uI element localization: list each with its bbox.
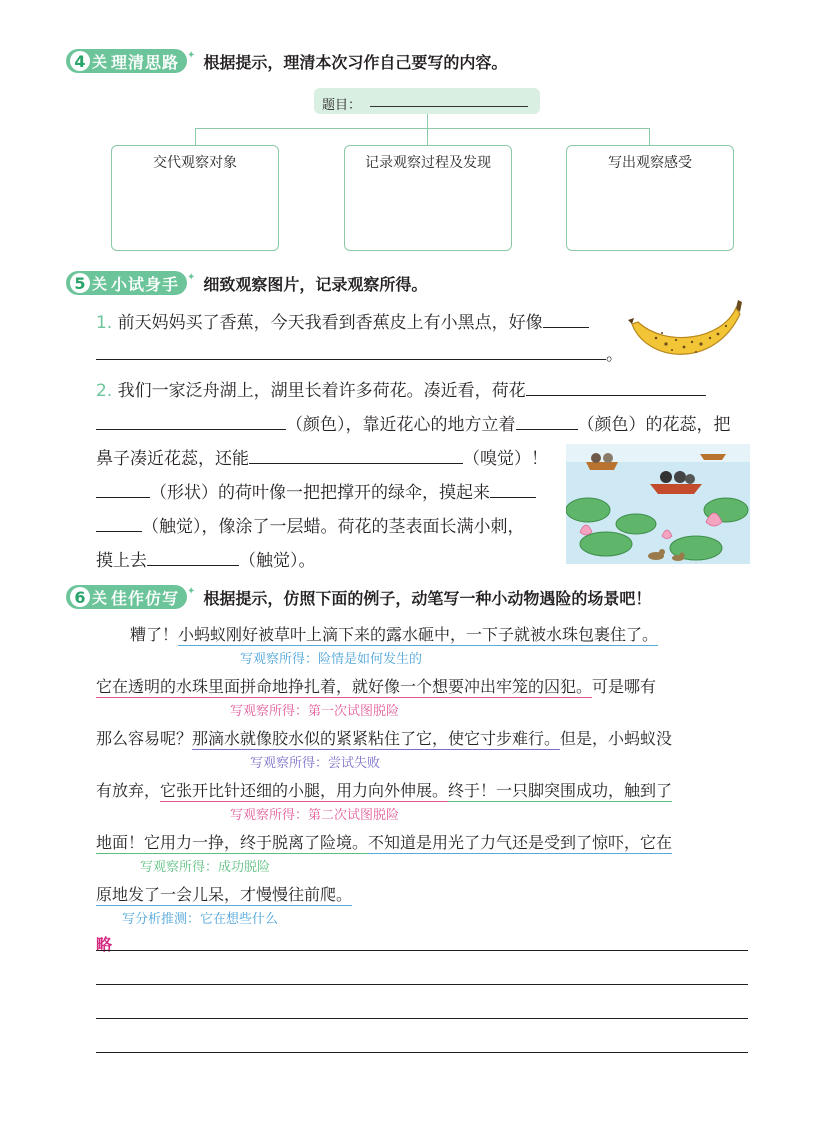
- q1-line2: [96, 340, 623, 365]
- section6-instruction: 根据提示，仿照下面的例子，动笔写一种小动物遇险的场景吧！: [203, 588, 652, 608]
- annotation-green: 写观察所得：成功脱险: [140, 860, 271, 875]
- q2-line6: [96, 546, 316, 571]
- section4-number: 4: [70, 51, 90, 71]
- section4-header: [66, 48, 507, 74]
- writing-line[interactable]: [96, 1018, 748, 1019]
- q2-line1: [96, 376, 706, 401]
- q2-line3: [96, 444, 548, 469]
- section5-title: 小试身手: [111, 274, 180, 294]
- q2-line5: [96, 512, 525, 537]
- model-text: 小蚂蚁刚好被草叶上滴下来的露水砸中，一下子就被水珠包裹住了。: [178, 625, 659, 644]
- writing-line[interactable]: [96, 950, 748, 951]
- section6-badge: [66, 585, 187, 609]
- model-text: 但是，小蚂蚁没: [560, 729, 673, 748]
- q2-blank-2[interactable]: [96, 412, 286, 430]
- q2-number: 2.: [96, 381, 113, 401]
- annotation-pink: 写观察所得：第二次试图脱险: [230, 808, 400, 823]
- sparkle-icon: ✦: [187, 271, 196, 283]
- writing-line[interactable]: [96, 984, 748, 985]
- q2-blank-4[interactable]: [249, 446, 463, 464]
- section5-guan: 关: [92, 274, 108, 293]
- section6-title: 佳作仿写: [111, 588, 180, 608]
- section4-title: 理清思路: [111, 52, 180, 72]
- section6-header: [66, 584, 651, 610]
- section4-instruction: 根据提示，理清本次习作自己要写的内容。: [203, 52, 508, 72]
- section5-number: 5: [70, 273, 90, 293]
- q1-number: 1.: [96, 313, 113, 333]
- box-observe-feeling-label: 写出观察感受: [608, 155, 692, 171]
- q2-text-3b: （嗅觉）！: [463, 449, 548, 469]
- annotation-blue: 写观察所得：险情是如何发生的: [240, 652, 423, 667]
- section5-badge: [66, 271, 187, 295]
- topic-blank[interactable]: [370, 106, 528, 107]
- tree-connector: [427, 114, 428, 128]
- model-text: 可是哪有: [592, 677, 657, 696]
- model-text: 终于！一只脚突围成功，触到了: [448, 781, 673, 800]
- q2-blank-5[interactable]: [96, 480, 150, 498]
- model-text: 地面！它用力一挣，终于脱离了险境。: [96, 833, 369, 852]
- q2-blank-7[interactable]: [96, 514, 142, 532]
- q1-text: 前天妈妈买了香蕉，今天我看到香蕉皮上有小黑点，好像: [117, 313, 543, 333]
- lotus-pond-illustration: [566, 444, 750, 564]
- annotation-pink: 写观察所得：第一次试图脱险: [230, 704, 400, 719]
- model-text: 不知道是用光了力气还是受到了惊吓，它在: [368, 833, 673, 852]
- q2-text-4a: （形状）的荷叶像一把把撑开的绿伞，摸起来: [150, 483, 490, 503]
- tree-connector: [649, 128, 650, 145]
- section6-guan: 关: [92, 588, 108, 607]
- q2-blank-3[interactable]: [516, 412, 578, 430]
- q2-blank-6[interactable]: [490, 480, 536, 498]
- q1-blank-b[interactable]: [96, 342, 606, 360]
- model-line-2: [96, 674, 656, 697]
- box-observe-object-label: 交代观察对象: [153, 155, 237, 171]
- model-text: 它在透明的水珠里面拼命地挣扎着，就好像一个想要冲出牢笼的囚犯。: [96, 677, 593, 696]
- topic-label: 题目：: [322, 98, 362, 113]
- q2-text-3a: 鼻子凑近花蕊，还能: [96, 449, 249, 469]
- q2-text-2b: （颜色）的花蕊，把: [577, 415, 731, 435]
- model-line-4: [96, 778, 672, 801]
- sparkle-icon: ✦: [187, 585, 196, 597]
- model-text: 那么容易呢？: [96, 729, 193, 748]
- model-line-3: [96, 726, 672, 749]
- q2-text-6a: 摸上去: [96, 551, 147, 571]
- section6-number: 6: [70, 587, 90, 607]
- annotation-purple: 写观察所得：尝试失败: [250, 756, 381, 771]
- annotation-blue: 写分析推测：它在想些什么: [122, 912, 279, 927]
- q1-blank-a[interactable]: [543, 310, 589, 328]
- model-line-6: [96, 882, 352, 905]
- section4-guan: 关: [92, 52, 108, 71]
- model-text: 那滴水就像胶水似的紧紧粘住了它，使它寸步难行。: [192, 729, 561, 748]
- model-text: 它张开比针还细的小腿，用力向外伸展。: [160, 781, 449, 800]
- q1-line1: [96, 308, 589, 333]
- sparkle-icon: ✦: [187, 49, 196, 61]
- tree-connector: [195, 128, 196, 145]
- model-text: 有放弃，: [96, 781, 161, 800]
- answer-text: 略: [96, 935, 113, 954]
- q1-end: 。: [606, 345, 623, 365]
- model-text: 糟了！: [130, 625, 179, 644]
- q2-line4: [96, 478, 536, 503]
- model-line-1: [130, 622, 658, 645]
- writing-line[interactable]: [96, 1052, 748, 1053]
- q2-text-1: 我们一家泛舟湖上，湖里长着许多荷花。凑近看，荷花: [117, 381, 526, 401]
- q2-blank-8[interactable]: [147, 548, 239, 566]
- model-line-5: [96, 830, 672, 853]
- q2-line2: [96, 410, 731, 435]
- q2-text-6b: （触觉）。: [239, 551, 316, 571]
- box-observe-process-label: 记录观察过程及发现: [365, 155, 491, 171]
- model-text: 原地发了一会儿呆，才慢慢往前爬。: [96, 885, 353, 904]
- section5-instruction: 细致观察图片，记录观察所得。: [203, 274, 428, 294]
- section4-badge: [66, 49, 187, 73]
- section5-header: [66, 270, 427, 296]
- banana-illustration: [626, 300, 750, 370]
- q2-text-5a: （触觉），像涂了一层蜡。荷花的茎表面长满小刺，: [142, 517, 525, 537]
- tree-connector: [195, 128, 649, 129]
- q2-text-2a: （颜色），靠近花心的地方立着: [286, 415, 516, 435]
- q2-blank-1[interactable]: [526, 378, 706, 396]
- tree-connector: [427, 128, 428, 145]
